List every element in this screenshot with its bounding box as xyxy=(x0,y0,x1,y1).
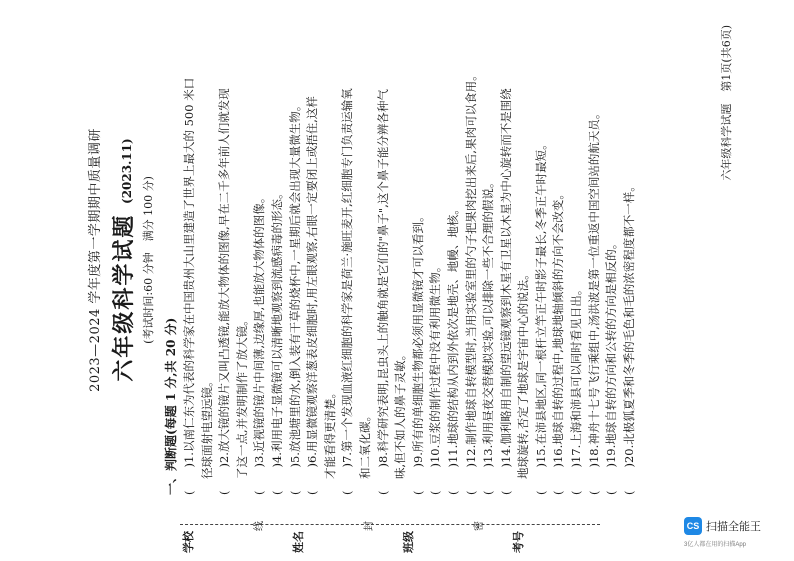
binding-dashed-line xyxy=(180,523,600,525)
question-text: 地球自转的过程中,地球地轴倾斜的方向不会改变。 xyxy=(551,188,566,445)
footer-subject: 六年级科学试题 xyxy=(720,103,733,181)
question-continuation: 了这一点,并发明制作了放大镜。 xyxy=(234,314,249,479)
question-number: 12. xyxy=(463,444,478,464)
binding-line-mark: 线 xyxy=(254,521,265,531)
question-paren: ( ) xyxy=(269,463,284,495)
question-paren: ( ) xyxy=(604,463,619,495)
question-item xyxy=(339,25,374,495)
question-item xyxy=(498,25,533,495)
binding-exam-no xyxy=(510,501,526,553)
section-heading: 一、判断题(每题 1 分,共 20 分) xyxy=(164,317,178,495)
question-number: 9. xyxy=(410,452,425,464)
cs-logo-icon: CS xyxy=(684,517,702,535)
question-item xyxy=(287,25,305,495)
question-number: 5. xyxy=(287,452,302,464)
question-number: 7. xyxy=(340,452,355,464)
page-footer xyxy=(718,25,734,495)
question-text: 地球的结构从内到外依次是地壳、地幔、地核。 xyxy=(445,203,460,445)
question-number: 1. xyxy=(182,452,196,464)
question-item xyxy=(251,25,269,495)
binding-class xyxy=(400,501,416,553)
question-number: 18. xyxy=(586,444,601,464)
question-item xyxy=(410,25,428,495)
question-list xyxy=(181,25,638,495)
question-number: 17. xyxy=(569,444,584,464)
question-text: 地球自转的方向和公转的方向是相反的。 xyxy=(604,237,619,445)
binding-seal-mark: 封 xyxy=(364,521,375,531)
question-paren: ( ) xyxy=(375,463,390,495)
question-number: 8. xyxy=(375,452,390,464)
question-paren: ( ) xyxy=(569,463,584,495)
question-continuation: 味,但不如人的鼻子灵敏。 xyxy=(393,348,408,479)
binding-margin xyxy=(180,501,600,553)
question-paren: ( ) xyxy=(287,463,302,495)
question-continuation: 才能看得更清楚。 xyxy=(322,387,337,479)
question-item xyxy=(586,25,604,495)
question-text: 利用昼夜交替模拟实验,可以排除一些不合理的假说。 xyxy=(481,176,496,445)
question-item xyxy=(568,25,586,495)
question-text: 以南仁东为代表的科学家在中国贵州大山里建造了世界上最大的 500 米口 xyxy=(182,77,196,453)
question-text: 上海和沛县可以同时看见日出。 xyxy=(569,283,584,445)
question-paren: ( ) xyxy=(340,463,355,495)
question-paren: ( ) xyxy=(551,463,566,495)
watermark-app-name: 扫描全能王 xyxy=(706,521,761,533)
watermark-slogan: 3亿人都在用的扫描App xyxy=(684,542,747,548)
question-paren: ( ) xyxy=(463,463,478,495)
footer-page: 第1页(共6页) xyxy=(720,25,733,92)
question-paren: ( ) xyxy=(445,463,460,495)
question-text: 第一个发现血液红细胞的科学家是荷兰·施旺麦开,红细胞专门负责运输氧 xyxy=(340,88,355,453)
question-continuation: 地球旋转,否定了地球是宇宙中心的说法。 xyxy=(516,268,531,479)
question-text: 放大镜的镜片又叫凸透镜,能放大物体的图像,早在二千多年前人们就发现 xyxy=(217,88,232,453)
question-paren: ( ) xyxy=(586,463,601,495)
binding-exam-no-label: 考号 xyxy=(512,531,525,553)
question-item xyxy=(533,25,551,495)
question-text: 北极狐夏季和冬季的毛色和毛的浓密程度都不一样。 xyxy=(621,180,636,445)
question-text: 近视镜的镜片中间薄,边缘厚,也能放大物体的图像。 xyxy=(252,191,267,453)
question-paren: ( ) xyxy=(481,463,496,495)
question-text: 豆浆的制作过程中没有利用微生物。 xyxy=(428,260,443,445)
question-text: 神舟十七号飞行乘组中,汤洪波是第一位重返中国空间站的航天员。 xyxy=(586,107,601,445)
question-item xyxy=(463,25,481,495)
question-item xyxy=(269,25,287,495)
question-paren: ( ) xyxy=(252,463,267,495)
exam-body xyxy=(84,25,734,495)
question-paren: ( ) xyxy=(621,463,636,495)
page-title xyxy=(107,25,138,495)
question-paren: ( ) xyxy=(182,463,196,495)
question-number: 3. xyxy=(252,452,267,464)
school-year-line: 2023—2024 学年度第一学期期中质量调研 xyxy=(88,128,103,392)
question-item xyxy=(603,25,621,495)
title-date: (2023.11) xyxy=(120,138,134,204)
question-number: 2. xyxy=(217,452,232,464)
question-paren: ( ) xyxy=(498,463,513,495)
question-item xyxy=(480,25,498,495)
question-text: 伽利略用自制的望远镜观察到木星有卫星以木星为中心旋转而不是围绕 xyxy=(498,88,513,445)
exam-info: (考试时间:60 分钟 满分 100 分) xyxy=(142,176,155,344)
question-number: 4. xyxy=(269,452,284,464)
question-item xyxy=(445,25,463,495)
question-paren: ( ) xyxy=(305,463,320,495)
question-text: 所有的单细胞生物都必须用显微镜才可以看到。 xyxy=(410,210,425,453)
question-text: 制作地球自转模型时,当用实验室里的勺子把果肉挖出来后,果肉可以食用。 xyxy=(463,69,478,445)
question-text: 用显微镜观察洋葱表皮细胞时,用左眼观察,右眼一定要闭上或捂住,这样 xyxy=(305,96,320,453)
question-continuation: 径球面射电望远镜。 xyxy=(199,375,214,479)
question-text: 在沛县地区,同一根杆立竿正午时影子最长,冬季正午时最短。 xyxy=(533,138,548,445)
question-number: 15. xyxy=(533,444,548,464)
scanner-watermark xyxy=(684,515,786,551)
question-number: 10. xyxy=(428,444,443,464)
question-paren: ( ) xyxy=(428,463,443,495)
binding-name xyxy=(290,501,306,553)
question-item xyxy=(427,25,445,495)
question-number: 20. xyxy=(621,444,636,464)
question-number: 11. xyxy=(445,444,460,464)
binding-seal-mark-2: 密 xyxy=(474,521,485,531)
question-text: 科学研究表明,昆虫头上的触角就是它们的"鼻子",这个鼻子能分辨各种气 xyxy=(375,89,390,453)
title-text: 六年级科学试题 xyxy=(111,213,137,382)
question-item xyxy=(216,25,251,495)
binding-school-label: 学校 xyxy=(182,531,195,553)
question-number: 6. xyxy=(305,452,320,464)
question-continuation: 和二氧化碳。 xyxy=(357,410,372,479)
question-item xyxy=(375,25,410,495)
question-item xyxy=(181,25,216,495)
question-paren: ( ) xyxy=(410,463,425,495)
question-paren: ( ) xyxy=(217,463,232,495)
binding-class-label: 班级 xyxy=(402,531,415,553)
question-item xyxy=(550,25,568,495)
question-text: 利用电子显微镜可以清晰地观察到流感病毒的形态。 xyxy=(269,187,284,453)
question-number: 14. xyxy=(498,444,513,464)
question-item xyxy=(304,25,339,495)
question-item xyxy=(621,25,639,495)
question-number: 19. xyxy=(604,444,619,464)
binding-school xyxy=(180,501,196,553)
question-paren: ( ) xyxy=(533,463,548,495)
question-number: 13. xyxy=(481,444,496,464)
binding-name-label: 姓名 xyxy=(292,531,305,553)
question-text: 放池塘里的水,倒入装有干草的烧杯中,一星期后就会出现大量微生物。 xyxy=(287,99,302,453)
question-number: 16. xyxy=(551,444,566,464)
